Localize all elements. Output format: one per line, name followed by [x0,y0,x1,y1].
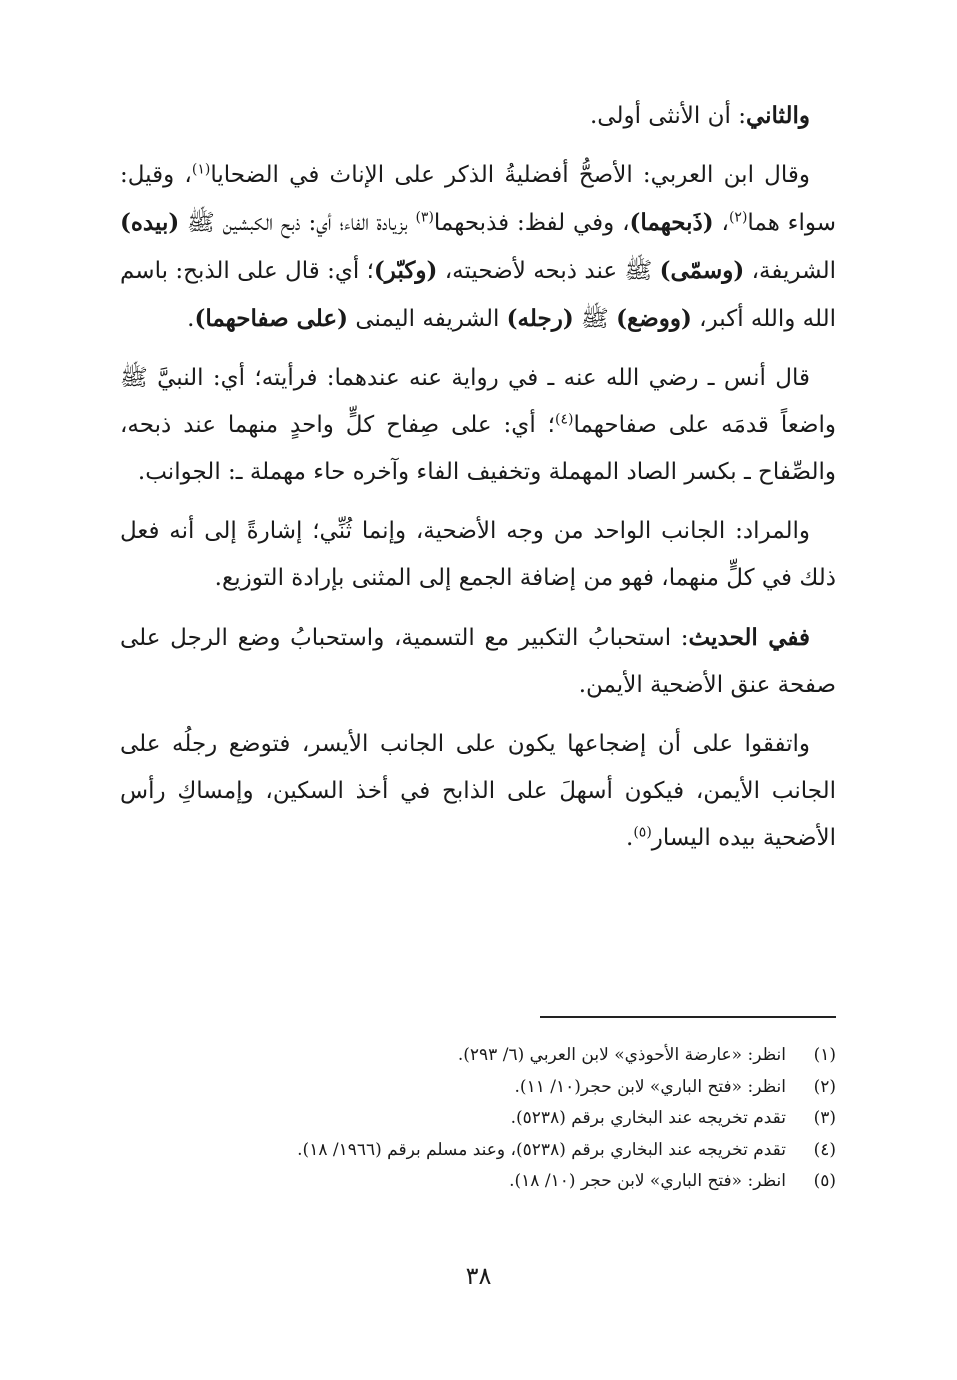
paragraph-text: الشريفه اليمنى [348,306,507,332]
hadith-quote: (بيده) [120,209,180,236]
paragraph-text: والمراد: الجانب الواحد من وجه الأضحية، وإنما ثُنِّي؛ إشارةً إلى أنه فعل ذلك في كلٍّ منهما، فهو من إضافة الجمع إلى المثنى بإرادة التوزيع. [120,518,836,591]
paragraph-text: بزيادة الفاء؛ أي: ذبح الكبشين ﷺ [179,210,416,236]
footnote-item [120,1040,836,1072]
paragraph-lead: ففي الحديث [688,624,810,651]
paragraph-text: ، وقيل: سواء هما [120,162,837,236]
footnote-number: (٥) [813,1171,836,1191]
footnote-text: تقدم تخريجه عند البخاري برقم (٥٢٣٨)، وعند مسلم برقم (١٩٦٦/ ١٨). [297,1139,786,1160]
hadith-quote: (رجله) [506,305,574,332]
paragraph-lead: والثاني [745,102,810,129]
paragraph-text: ، [713,210,729,236]
footnote-item [120,1166,836,1198]
footnote-number: (٤) [813,1139,836,1160]
footnote-ref[interactable]: (٢) [728,209,748,226]
footnote-ref[interactable]: (٤) [554,411,574,428]
paragraph-text: . [626,825,634,851]
paragraph-text: واتفقوا على أن إضجاعها يكون على الجانب الأيسر، فتوضع رجلُه على الجانب الأيمن، فيكون أسهلَ على الذابح في أخذ السكين، وإمساكِ رأس الأضحية بيده اليسار [120,731,836,851]
paragraph-1 [120,92,836,140]
footnote-text: انظر: «فتح الباري» لابن حجر (١٠/ ١٨). [509,1171,786,1191]
paragraph-text: . [187,306,195,332]
hadith-quote: (ووضع) [616,305,692,332]
paragraph-text: ﷺ عند ذبحه لأضحيته، [437,258,660,284]
footnote-item [120,1135,836,1167]
footnote-number: (٣) [813,1108,836,1128]
footnote-text: انظر: «فتح الباري» لابن حجر(١٠/ ١١). [514,1076,786,1097]
footnotes [120,1040,836,1198]
paragraph-2 [120,152,836,343]
footnote-item [120,1103,836,1135]
paragraph-6 [120,721,836,862]
footnote-ref[interactable]: (٣) [415,209,434,226]
footnote-number: (١) [813,1045,836,1065]
paragraph-text: : أن الأنثى أولى. [590,103,746,129]
paragraph-3 [120,355,836,496]
paragraph-4 [120,508,836,602]
hadith-quote: (على صفاحهما) [194,305,349,332]
paragraph-text: ؛ أي: قال على الذبح: باسم الله والله أكبر، [120,258,836,332]
page-body [120,92,836,874]
hadith-quote: (وكبّر) [373,257,438,284]
paragraph-text: : استحبابُ التكبير مع التسمية، واستحبابُ وضع الرجل على صفحة عنق الأضحية الأيمن. [120,625,836,698]
footnote-item [120,1072,836,1104]
paragraph-text: وقال ابن العربي: الأصحُّ أفضليةُ الذكر على الإناث في الضحايا [210,162,810,188]
paragraph-text: قال أنس ـ رضي الله عنه ـ في رواية عنه عندهما: فرأيته؛ أي: النبيَّ ﷺ واضعاً قدمَه على صفاحهما [120,365,836,438]
footnote-text: تقدم تخريجه عند البخاري برقم (٥٢٣٨). [510,1108,786,1128]
paragraph-text: الشريفة، [744,258,836,284]
hadith-quote: (وسمّى) [659,257,745,284]
hadith-quote: (ذَبحهما) [629,209,714,236]
paragraph-text: ، وفي لفظ: فذبحهما [433,210,630,236]
footnote-separator [540,1016,836,1018]
footnote-text: انظر: «عارضة الأحوذي» لابن العربي (٦/ ٢٩٣). [457,1045,786,1065]
footnote-ref[interactable]: (١) [191,161,211,178]
paragraph-text: ؛ أي: على صِفاح كلٍّ واحدٍ منهما عند ذبحه، والصِّفاح ـ بكسر الصاد المهملة وتخفيف الفاء وآخره حاء مهملة ـ: الجوانب. [120,412,836,485]
paragraph-text: ﷺ [573,306,617,332]
paragraph-5 [120,614,836,709]
page-number: ٣٨ [465,1262,492,1290]
footnote-ref[interactable]: (٥) [633,824,652,841]
footnote-number: (٢) [813,1076,836,1097]
